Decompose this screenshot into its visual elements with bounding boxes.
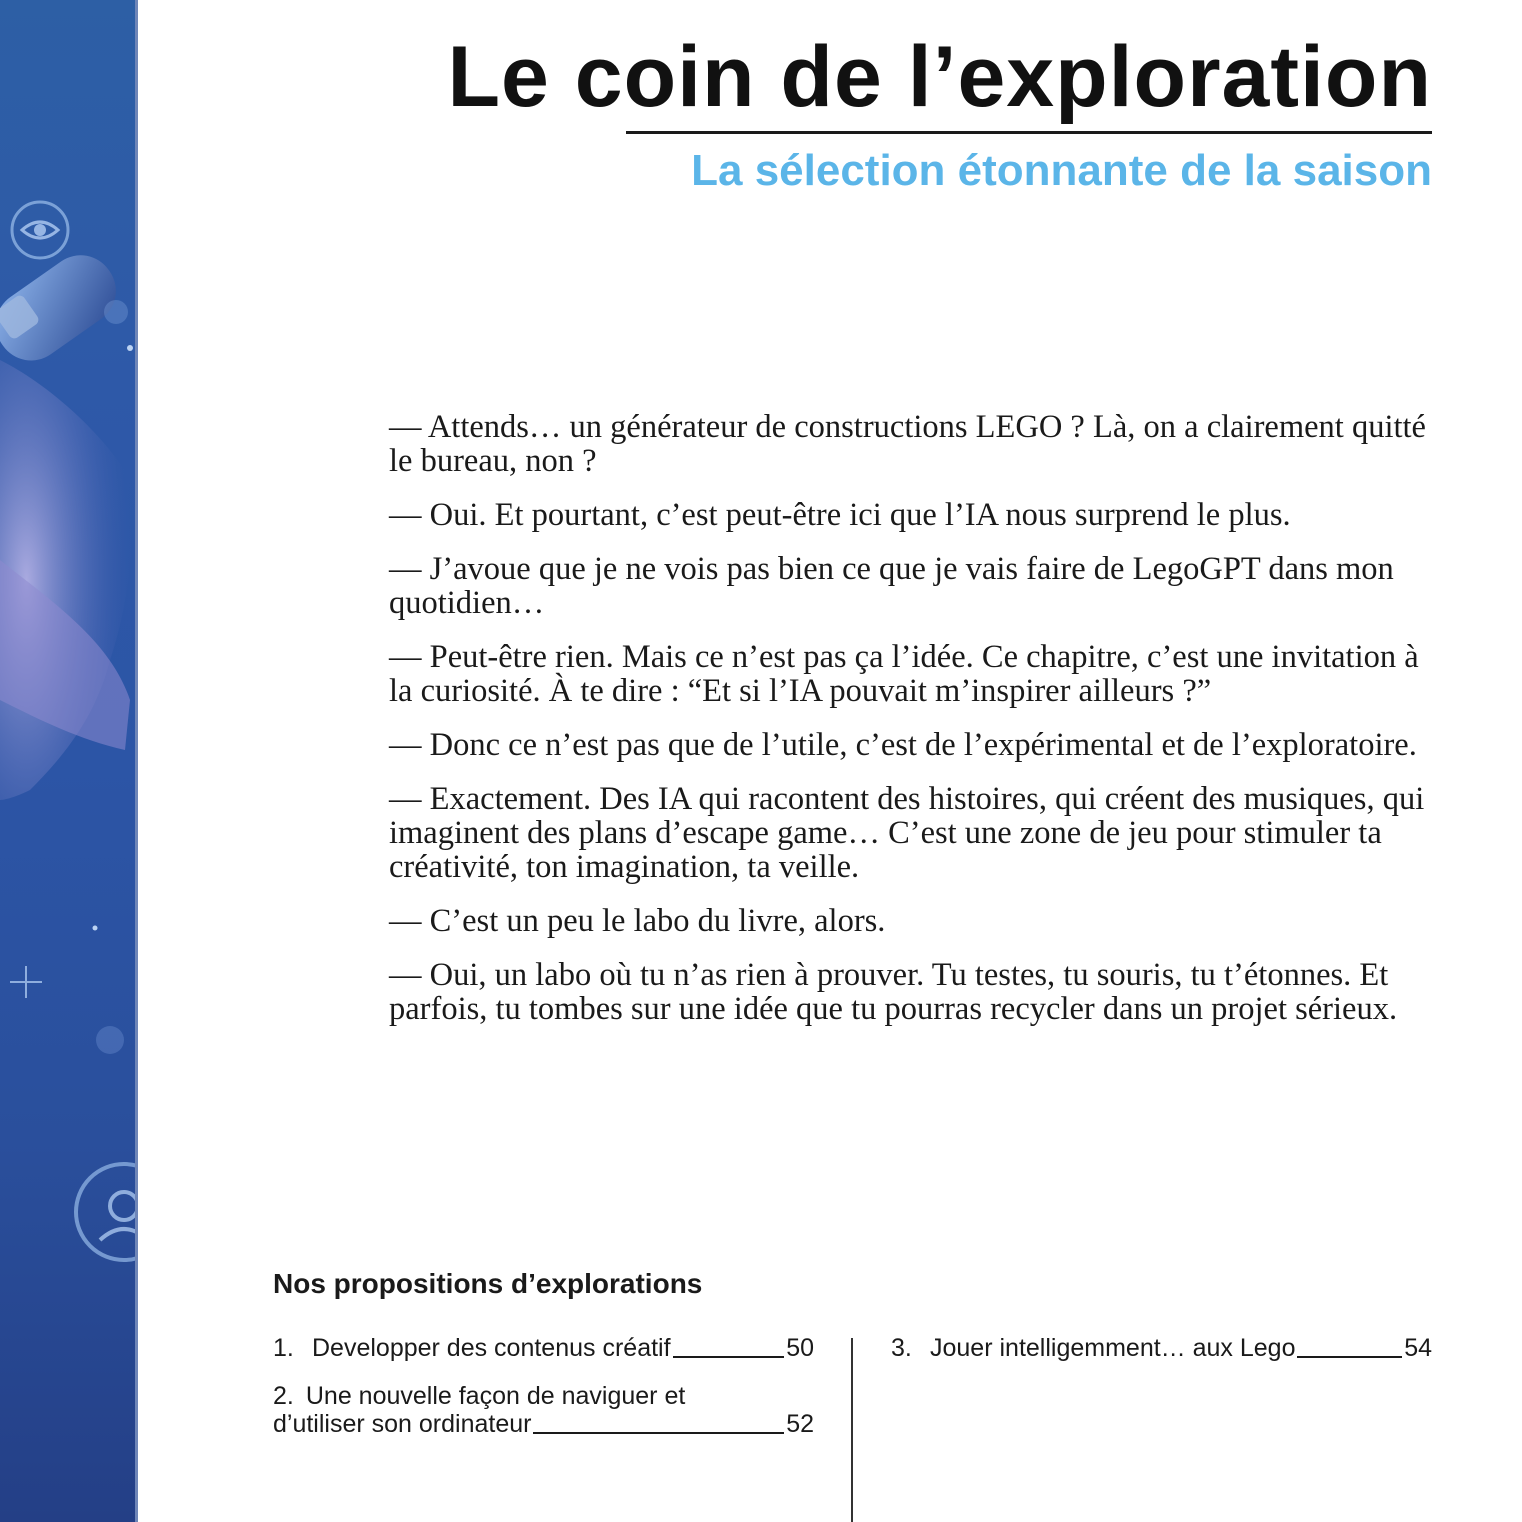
illustration-graphic bbox=[0, 0, 138, 1522]
toc-column-left bbox=[273, 1334, 814, 1458]
star-dot bbox=[93, 926, 98, 931]
toc-item-page: 54 bbox=[1404, 1334, 1432, 1362]
toc-leader-line bbox=[533, 1432, 784, 1434]
toc-column-divider bbox=[851, 1338, 853, 1522]
dialogue-line: — Peut-être rien. Mais ce n’est pas ça l’idée. Ce chapitre, c’est une invitation à la curiosité. À te dire : “Et si l’IA pouvait m’inspirer ailleurs ?” bbox=[389, 639, 1419, 709]
toc-item-number: 3. bbox=[891, 1334, 912, 1362]
toc-heading: Nos propositions d’explorations bbox=[273, 1268, 703, 1299]
dialogue-line: — Oui. Et pourtant, c’est peut-être ici que l’IA nous surprend le plus. bbox=[389, 497, 1291, 533]
title-divider bbox=[626, 131, 1432, 134]
dialogue-line: — Donc ce n’est pas que de l’utile, c’est de l’expérimental et de l’exploratoire. bbox=[389, 727, 1417, 763]
person-icon bbox=[76, 1164, 138, 1260]
dialogue-line: — C’est un peu le labo du livre, alors. bbox=[389, 903, 886, 939]
toc-item-page: 52 bbox=[786, 1410, 814, 1438]
star-glow bbox=[96, 1026, 124, 1054]
toc-item[interactable] bbox=[891, 1334, 1432, 1362]
toc-column-right bbox=[891, 1334, 1432, 1382]
toc-item-label: d’utiliser son ordinateur bbox=[273, 1410, 532, 1438]
toc-item-number: 2. bbox=[273, 1382, 294, 1410]
star-dot bbox=[127, 345, 133, 351]
toc-item[interactable] bbox=[273, 1334, 814, 1362]
sparkle-icon bbox=[10, 966, 42, 998]
dialogue-line: — J’avoue que je ne vois pas bien ce que je vais faire de LegoGPT dans mon quotidien… bbox=[389, 551, 1394, 621]
toc-item-label: Une nouvelle façon de naviguer et bbox=[305, 1382, 686, 1410]
page-title: Le coin de l’exploration bbox=[447, 29, 1432, 125]
toc-leader-line bbox=[1297, 1356, 1402, 1358]
toc-item-label: Jouer intelligemment… aux Lego bbox=[930, 1334, 1296, 1362]
eye-icon bbox=[12, 202, 68, 258]
dialogue-text bbox=[389, 410, 1449, 1046]
toc-item-label: Developper des contenus créatif bbox=[312, 1334, 671, 1362]
toc-leader-line bbox=[673, 1356, 785, 1358]
toc-item-page: 50 bbox=[786, 1334, 814, 1362]
dialogue-line: — Attends… un générateur de constructions LEGO ? Là, on a clairement quitté le bureau, non ? bbox=[389, 409, 1426, 479]
toc-item[interactable] bbox=[273, 1382, 814, 1438]
dialogue-line: — Oui, un labo où tu n’as rien à prouver. Tu testes, tu souris, tu t’étonnes. Et parfois, tu tombes sur une idée que tu pourras recycler dans un projet sérieux. bbox=[389, 957, 1398, 1027]
star-glow bbox=[104, 300, 128, 324]
decorative-side-illustration bbox=[0, 0, 138, 1522]
toc-item-number: 1. bbox=[273, 1334, 294, 1362]
dialogue-line: — Exactement. Des IA qui racontent des histoires, qui créent des musiques, qui imaginent des plans d’escape game… C’est une zone de jeu pour stimuler ta créativité, ton imagination, ta veille. bbox=[389, 781, 1425, 885]
page-subtitle: La sélection étonnante de la saison bbox=[691, 146, 1432, 195]
